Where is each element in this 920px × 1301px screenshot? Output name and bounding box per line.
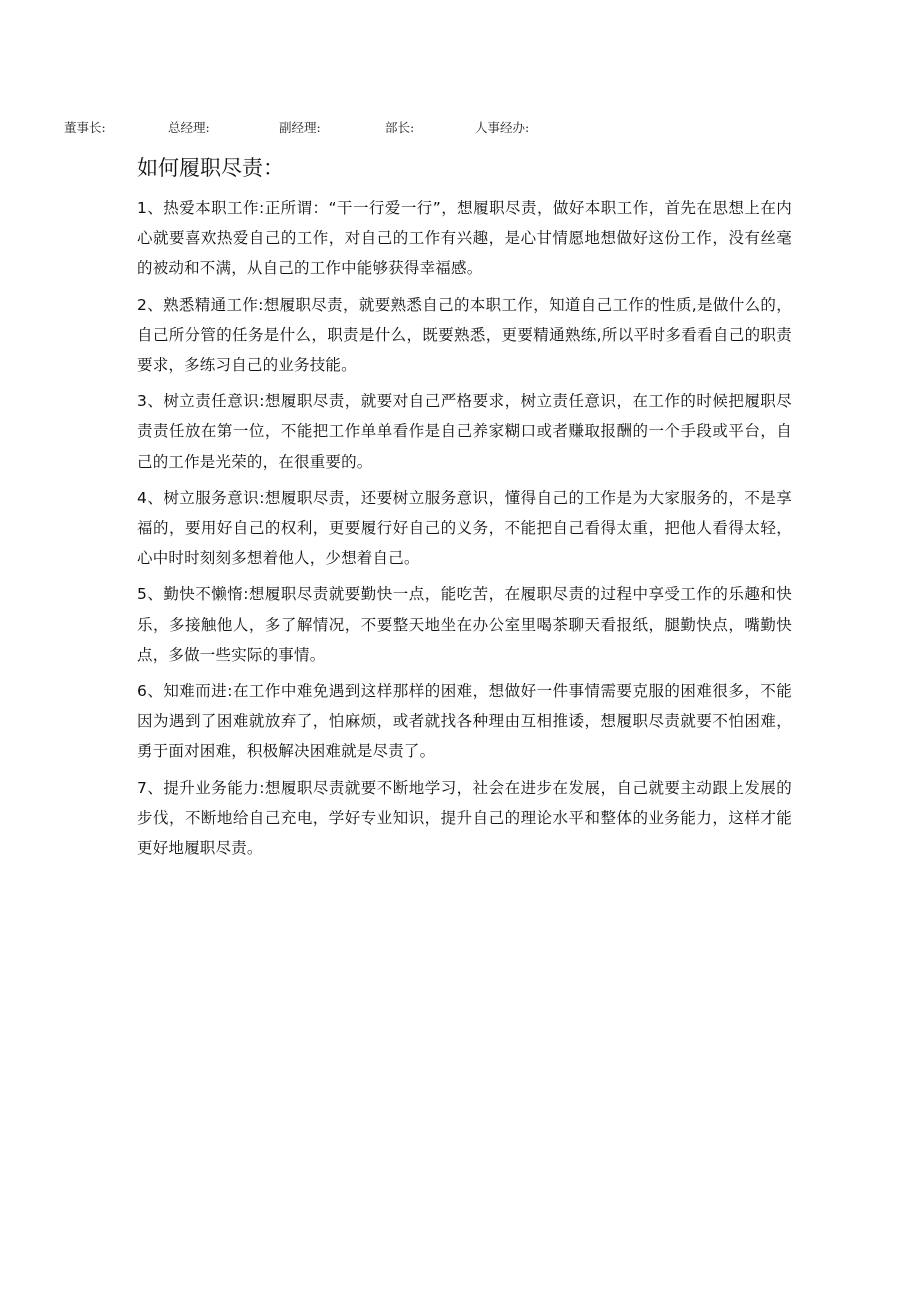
item-paragraph-6: 6、知难而进:在工作中难免遇到这样那样的困难，想做好一件事情需要克服的困难很多，不能因为遇到了困难就放弃了，怕麻烦，或者就找各种理由互相推诿，想履职尽责就要不怕困难，勇于面对困难，积极解决困难就是尽责了。 <box>137 682 792 761</box>
approval-chairman-label: 董事长: <box>64 120 106 135</box>
approval-signature-row <box>0 118 920 138</box>
document-title: 如何履职尽责： <box>137 156 284 180</box>
item-paragraph-7: 7、提升业务能力:想履职尽责就要不断地学习，社会在进步在发展，自己就要主动跟上发展的步伐，不断地给自己充电，学好专业知识，提升自己的理论水平和整体的业务能力，这样才能更好地履职尽责。 <box>137 778 792 858</box>
item-paragraph-4: 4、树立服务意识:想履职尽责，还要树立服务意识，懂得自己的工作是为大家服务的，不是享福的，要用好自己的权利，更要履行好自己的义务，不能把自己看得太重，把他人看得太轻，心中时时刻刻多想着他人，少想着自己。 <box>137 488 792 568</box>
approval-general-manager-label: 总经理: <box>168 120 210 135</box>
approval-deputy-manager-label: 副经理: <box>279 120 321 135</box>
item-paragraph-3: 3、树立责任意识:想履职尽责，就要对自己严格要求，树立责任意识，在工作的时候把履职尽责责任放在第一位，不能把工作单单看作是自己养家糊口或者赚取报酬的一个手段或平台，自己的工作是光荣的，在很重要的。 <box>137 392 792 471</box>
approval-hr-handler-label: 人事经办: <box>475 120 530 135</box>
document-body <box>137 193 792 869</box>
approval-department-head-label: 部长: <box>385 120 415 135</box>
item-paragraph-2: 2、熟悉精通工作:想履职尽责，就要熟悉自己的本职工作，知道自己工作的性质,是做什么的，自己所分管的任务是什么，职责是什么，既要熟悉，更要精通熟练,所以平时多看看自己的职责要求，多练习自己的业务技能。 <box>137 295 792 375</box>
item-paragraph-1: 1、热爱本职工作:正所谓：“干一行爱一行”，想履职尽责，做好本职工作，首先在思想上在内心就要喜欢热爱自己的工作，对自己的工作有兴趣，是心甘情愿地想做好这份工作，没有丝毫的被动和不满，从自己的工作中能够获得幸福感。 <box>137 199 792 278</box>
item-paragraph-5: 5、勤快不懒惰:想履职尽责就要勤快一点，能吃苦，在履职尽责的过程中享受工作的乐趣和快乐，多接触他人，多了解情况，不要整天地坐在办公室里喝茶聊天看报纸，腿勤快点，嘴勤快点，多做一些实际的事情。 <box>137 585 792 664</box>
